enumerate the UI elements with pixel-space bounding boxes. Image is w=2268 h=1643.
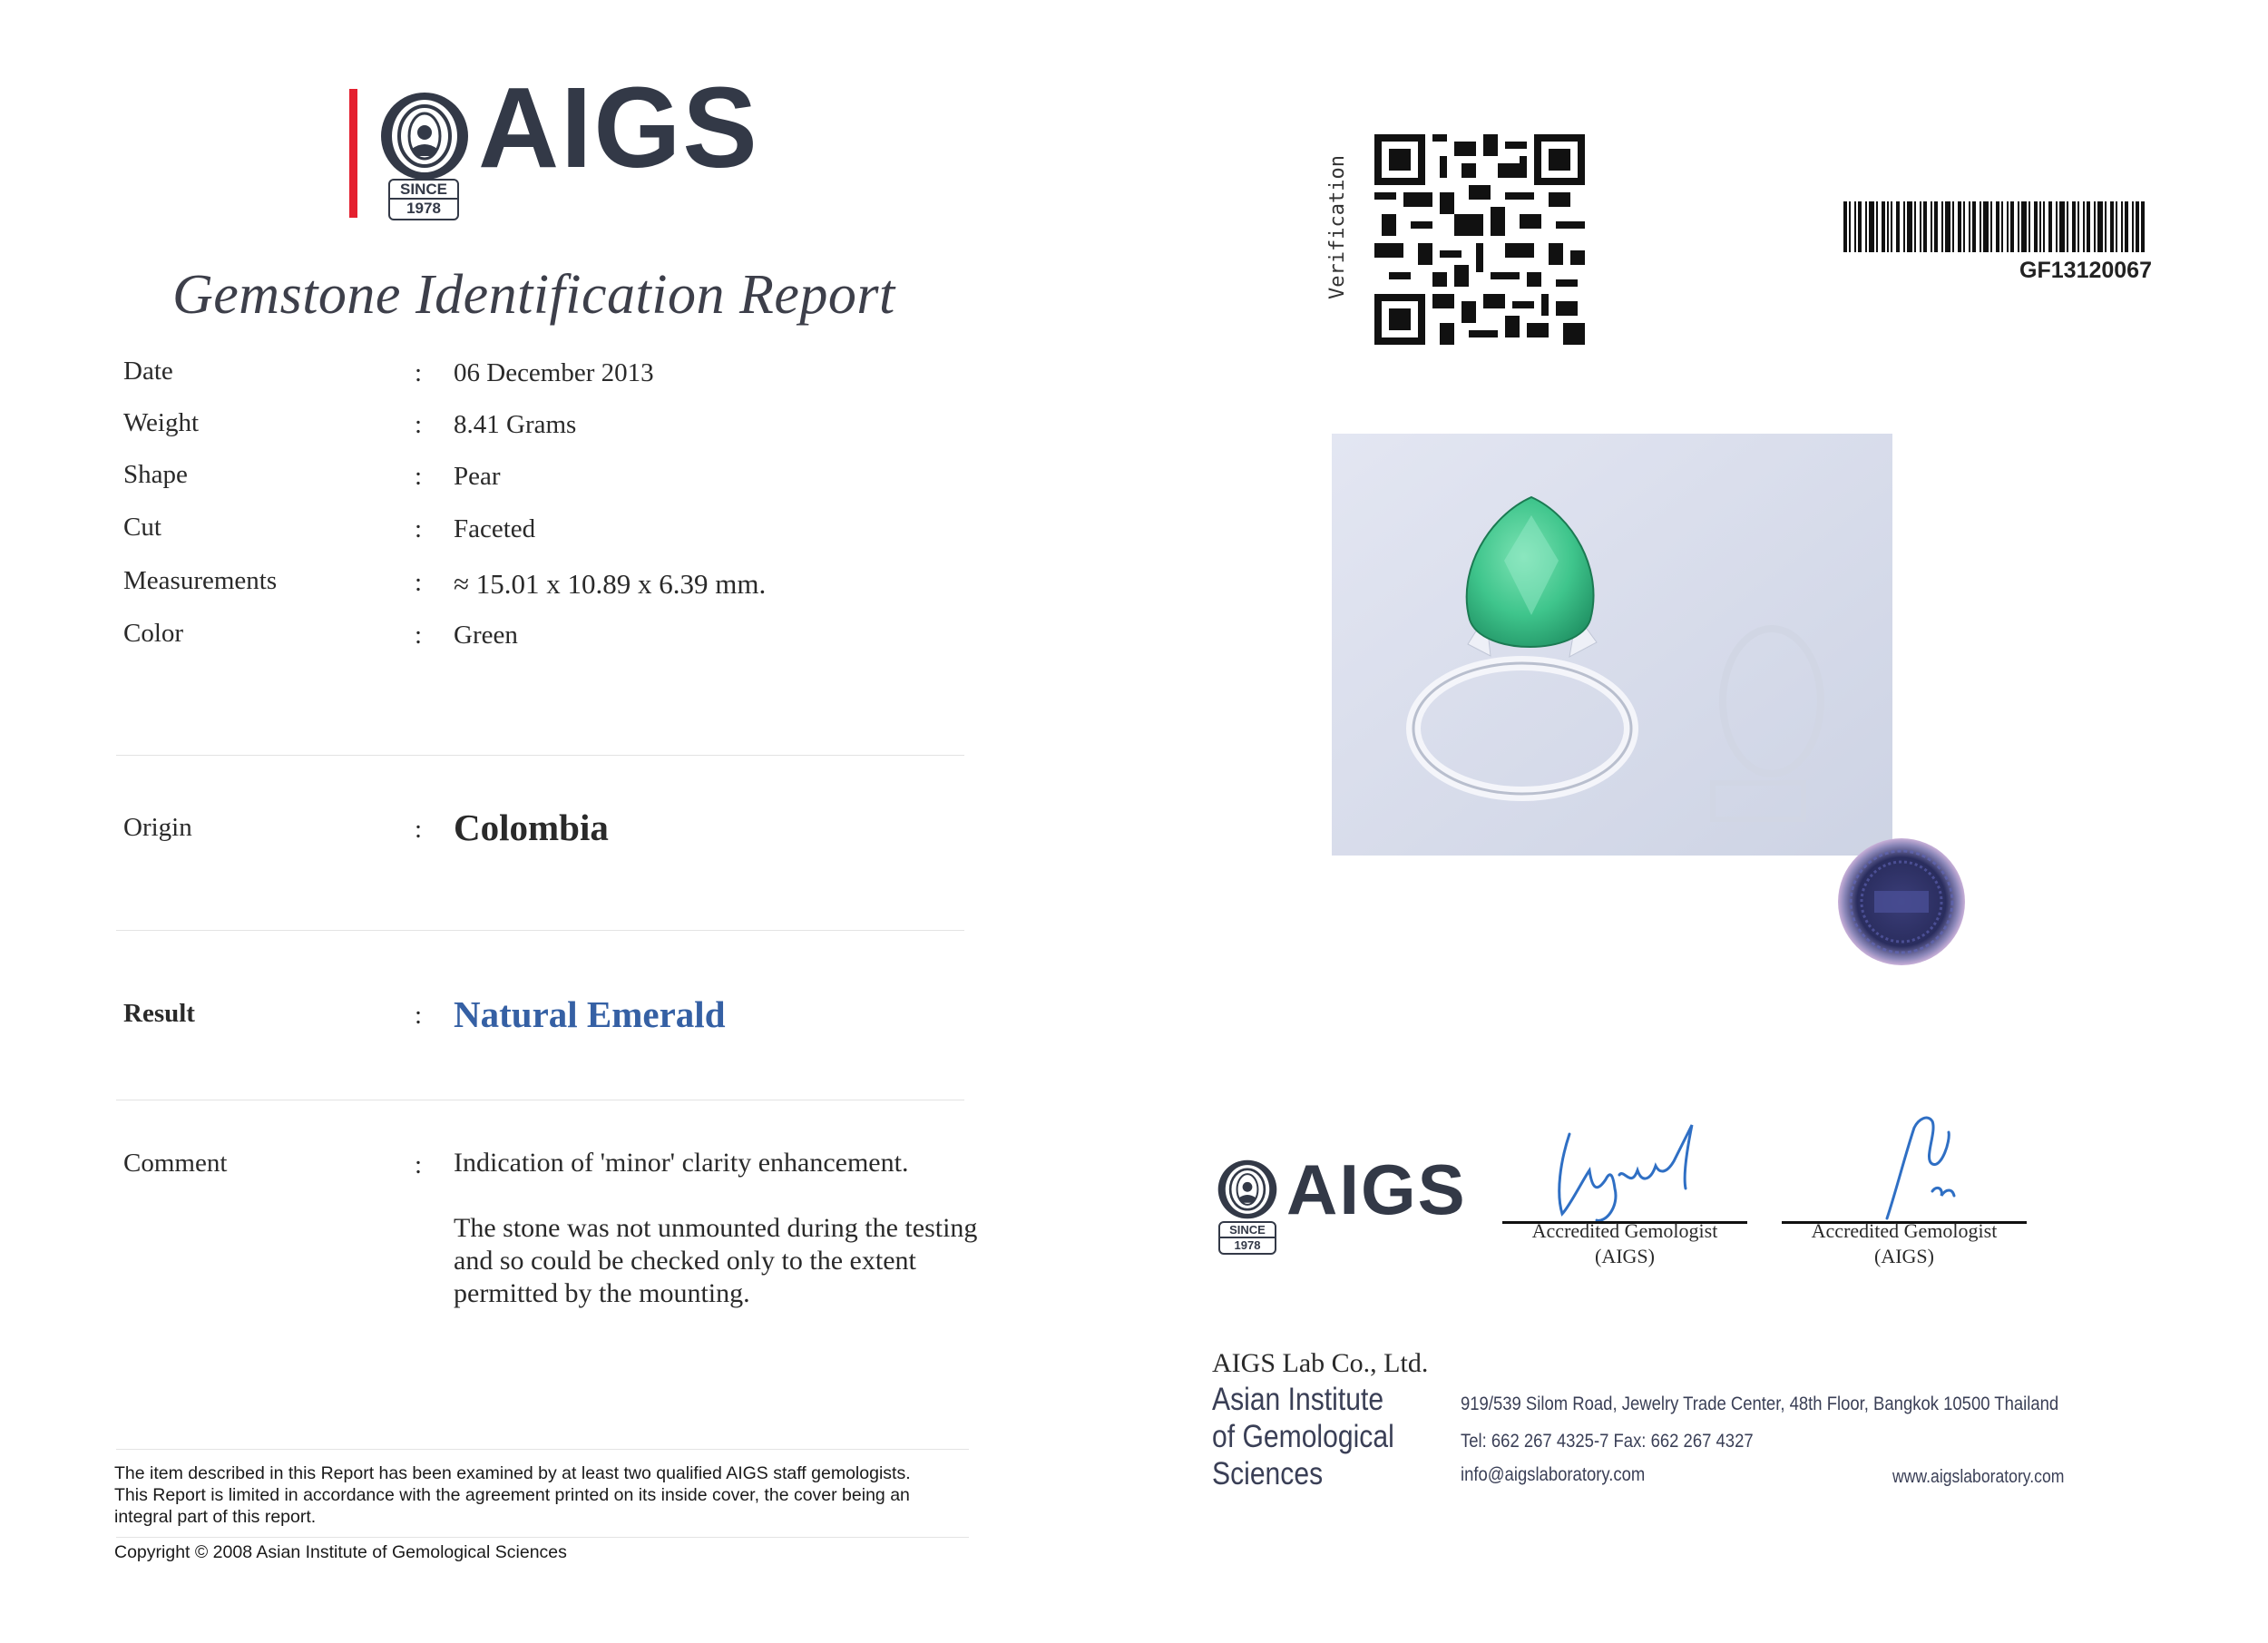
website-link[interactable]: www.aigslaboratory.com	[1892, 1467, 2065, 1487]
field-value-color: Green	[454, 621, 518, 650]
result-value: Natural Emerald	[454, 993, 726, 1035]
field-label-date: Date	[123, 357, 173, 386]
since-label: SINCE	[390, 181, 457, 200]
aigs-emblem-icon	[1216, 1158, 1279, 1221]
field-value-date: 06 December 2013	[454, 358, 654, 387]
institute-line: Asian Institute	[1212, 1382, 1384, 1417]
since-year: 1978	[1234, 1238, 1261, 1252]
signature-2-org: (AIGS)	[1874, 1245, 1934, 1267]
field-label-color: Color	[123, 619, 184, 648]
brand-wordmark-small: AIGS	[1286, 1149, 1467, 1229]
verification-label: Verification	[1326, 155, 1349, 299]
barcode-icon	[1843, 201, 2145, 252]
field-colon: :	[415, 358, 423, 387]
field-colon: :	[415, 815, 423, 844]
report-title: Gemstone Identification Report	[172, 264, 895, 326]
since-badge-small	[1218, 1221, 1276, 1255]
field-colon: :	[415, 462, 423, 491]
field-value-weight: 8.41 Grams	[454, 410, 577, 439]
since-badge	[388, 179, 459, 220]
field-colon: :	[415, 410, 423, 439]
field-label-measurements: Measurements	[123, 566, 278, 595]
report-number: GF13120067	[2019, 258, 2152, 283]
copyright-text: Copyright © 2008 Asian Institute of Gemological Sciences	[114, 1542, 567, 1562]
field-label-weight: Weight	[123, 408, 200, 437]
gemstone-photo	[1332, 434, 1892, 856]
field-colon: :	[415, 1150, 423, 1179]
divider	[116, 930, 964, 931]
institute-line: of Gemological	[1212, 1419, 1394, 1454]
email-link[interactable]: info@aigslaboratory.com	[1461, 1464, 1646, 1485]
comment-line-1: Indication of 'minor' clarity enhancement.	[454, 1148, 909, 1178]
signature-1-title: Accredited Gemologist	[1531, 1219, 1718, 1242]
field-colon: :	[415, 514, 423, 543]
origin-value: Colombia	[454, 807, 609, 848]
divider	[116, 1537, 969, 1538]
signature-2-title: Accredited Gemologist	[1811, 1219, 1998, 1242]
divider	[116, 755, 964, 756]
field-value-measurements: ≈ 15.01 x 10.89 x 6.39 mm.	[454, 568, 767, 600]
qr-code-icon[interactable]	[1374, 134, 1585, 345]
institute-line: Sciences	[1212, 1456, 1324, 1491]
comment-line-2: The stone was not unmounted during the testing and so could be checked only to the extent permitted by the mounting.	[454, 1213, 978, 1308]
company-name: AIGS Lab Co., Ltd.	[1212, 1348, 1429, 1378]
field-colon: :	[415, 568, 423, 597]
aigs-emblem-icon	[377, 89, 472, 183]
address-text: 919/539 Silom Road, Jewelry Trade Center, 48th Floor, Bangkok 10500 Thailand	[1461, 1394, 2059, 1414]
hologram-seal-icon	[1834, 835, 1969, 969]
divider	[116, 1449, 969, 1450]
signature-1-org: (AIGS)	[1595, 1245, 1655, 1267]
disclaimer-text: The item described in this Report has been examined by at least two qualified AIGS staff gemologists. This Report is limited in accordance with the agreement printed on its inside cover, the cover being an integral part of this report.	[114, 1463, 911, 1527]
field-label-cut: Cut	[123, 513, 161, 542]
signature-1	[1506, 1107, 1742, 1225]
field-label-shape: Shape	[123, 460, 188, 489]
signature-2	[1842, 1105, 1978, 1223]
field-value-shape: Pear	[454, 462, 501, 491]
comment-label: Comment	[123, 1149, 228, 1178]
institute-name	[1212, 1381, 1394, 1492]
origin-label: Origin	[123, 813, 192, 842]
since-year: 1978	[406, 200, 441, 217]
field-colon: :	[415, 621, 423, 650]
phone-text: Tel: 662 267 4325-7 Fax: 662 267 4327	[1461, 1431, 1754, 1452]
logo-accent-bar	[349, 89, 357, 218]
brand-wordmark: AIGS	[478, 64, 759, 191]
since-label: SINCE	[1220, 1223, 1275, 1238]
field-value-cut: Faceted	[454, 514, 536, 543]
field-colon: :	[415, 1001, 423, 1030]
result-label: Result	[123, 999, 195, 1028]
